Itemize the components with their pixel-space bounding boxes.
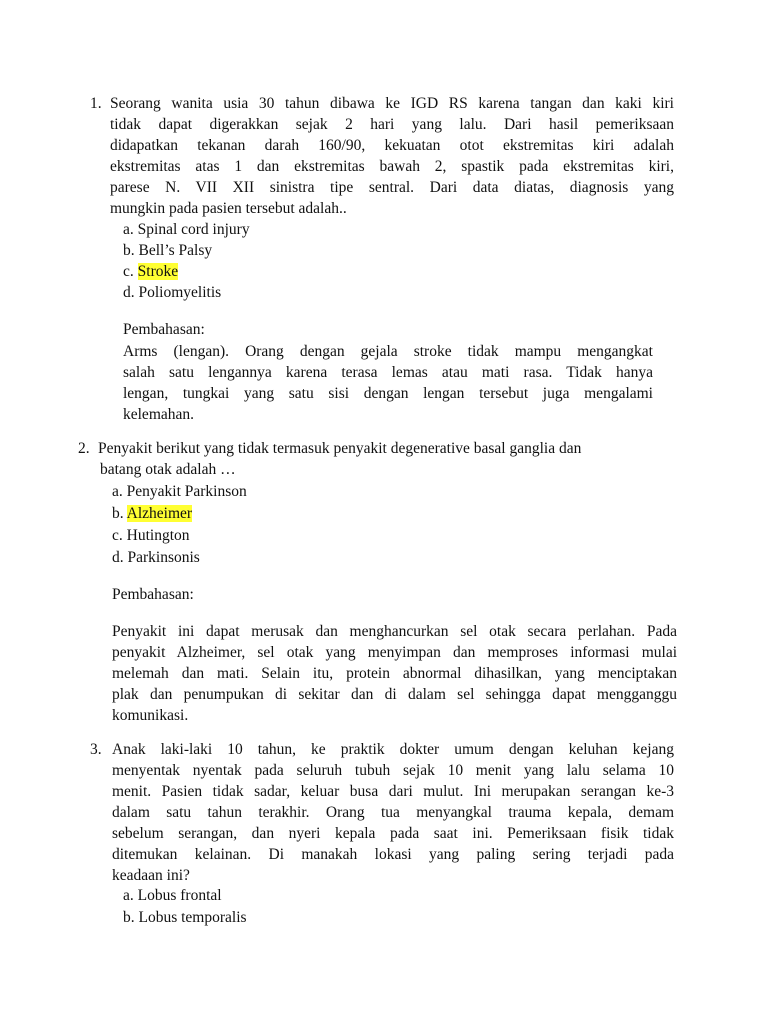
option-text: Poliomyelitis	[138, 284, 222, 301]
question-3-stem-line: menyentak nyentak pada seluruh tubuh sejak 10 menit yang lalu selama 10	[112, 762, 674, 779]
question-1-option-c	[123, 262, 178, 282]
question-2-option-a	[112, 482, 247, 502]
question-3-stem-line: dalam satu tahun terakhir. Orang tua menyangkal trauma kepala, demam	[112, 804, 674, 821]
question-1-stem-line: Seorang wanita usia 30 tahun dibawa ke IGD RS karena tangan dan kaki kiri	[110, 95, 674, 112]
question-3-stem-line: Anak laki-laki 10 tahun, ke praktik dokter umum dengan keluhan kejang	[112, 741, 674, 758]
option-letter: a.	[123, 221, 134, 238]
question-1-stem-line: parese N. VII XII sinistra tipe sentral. Dari data diatas, diagnosis yang	[110, 179, 674, 196]
question-1-number: 1.	[90, 95, 102, 112]
question-1-discussion-label: Pembahasan:	[123, 321, 205, 338]
question-1-option-a	[123, 220, 250, 240]
question-1-discussion-line: Arms (lengan). Orang dengan gejala stroke tidak mampu mengangkat	[123, 343, 653, 360]
option-letter: b.	[123, 242, 135, 259]
option-text: Lobus frontal	[137, 887, 222, 904]
question-2-discussion-line: melemah dan mati. Selain itu, protein abnormal dihasilkan, yang menciptakan	[112, 665, 677, 682]
question-3-option-a	[123, 886, 222, 906]
question-3-number: 3.	[90, 741, 102, 758]
question-1-stem-line: ekstremitas atas 1 dan ekstremitas bawah 2, spastik pada ekstremitas kiri,	[110, 158, 674, 175]
question-3-stem-line: keadaan ini?	[112, 867, 190, 884]
option-letter: b.	[112, 505, 124, 522]
question-2-discussion-line: plak dan penumpukan di sekitar dan di dalam sel sehingga dapat mengganggu	[112, 686, 677, 703]
question-2-discussion-line: Penyakit ini dapat merusak dan menghancurkan sel otak secara perlahan. Pada	[112, 623, 677, 640]
option-letter: b.	[123, 909, 135, 926]
option-letter: a.	[123, 887, 134, 904]
option-text: Hutington	[126, 527, 190, 544]
option-text: Spinal cord injury	[137, 221, 250, 238]
question-1-stem-line: mungkin pada pasien tersebut adalah..	[110, 200, 347, 217]
highlighted-answer: Alzheimer	[126, 505, 193, 522]
question-3-stem-line: ditemukan kelainan. Di manakah lokasi yang paling sering terjadi pada	[112, 846, 674, 863]
question-1-option-b	[123, 241, 212, 261]
option-letter: a.	[112, 483, 123, 500]
question-1-stem-line: tidak dapat digerakkan sejak 2 hari yang lalu. Dari hasil pemeriksaan	[110, 116, 674, 133]
question-2-stem-line: Penyakit berikut yang tidak termasuk penyakit degenerative basal ganglia dan	[98, 440, 582, 457]
question-2-discussion-line: penyakit Alzheimer, sel otak yang menyimpan dan memproses informasi mulai	[112, 644, 677, 661]
question-2-discussion-label: Pembahasan:	[112, 586, 194, 603]
question-3-option-b	[123, 908, 247, 928]
question-2-option-d	[112, 548, 200, 568]
question-1-stem-line: didapatkan tekanan darah 160/90, kekuatan otot ekstremitas kiri adalah	[110, 137, 674, 154]
option-letter: c.	[123, 263, 134, 280]
option-letter: c.	[112, 527, 123, 544]
option-text: Parkinsonis	[127, 549, 200, 566]
question-2-option-b	[112, 504, 192, 524]
question-2-discussion-line: komunikasi.	[112, 707, 189, 724]
option-letter: d.	[112, 549, 124, 566]
option-text: Lobus temporalis	[138, 909, 247, 926]
question-1-discussion-line: lengan, tungkai yang satu sisi dengan lengan tersebut juga mengalami	[123, 385, 653, 402]
question-2-stem-line: batang otak adalah …	[100, 461, 236, 478]
question-1-discussion-line: salah satu lengannya karena terasa lemas atau mati rasa. Tidak hanya	[123, 364, 653, 381]
question-1-discussion-line: kelemahan.	[123, 406, 195, 423]
question-1-option-d	[123, 283, 221, 303]
question-2-number: 2.	[78, 440, 90, 457]
question-3-stem-line: menit. Pasien tidak sadar, keluar busa dari mulut. Ini merupakan serangan ke-3	[112, 783, 674, 800]
option-text: Bell’s Palsy	[138, 242, 213, 259]
option-text: Penyakit Parkinson	[126, 483, 247, 500]
highlighted-answer: Stroke	[137, 263, 179, 280]
question-2-option-c	[112, 526, 190, 546]
option-letter: d.	[123, 284, 135, 301]
question-3-stem-line: sebelum serangan, dan nyeri kepala pada saat ini. Pemeriksaan fisik tidak	[112, 825, 674, 842]
